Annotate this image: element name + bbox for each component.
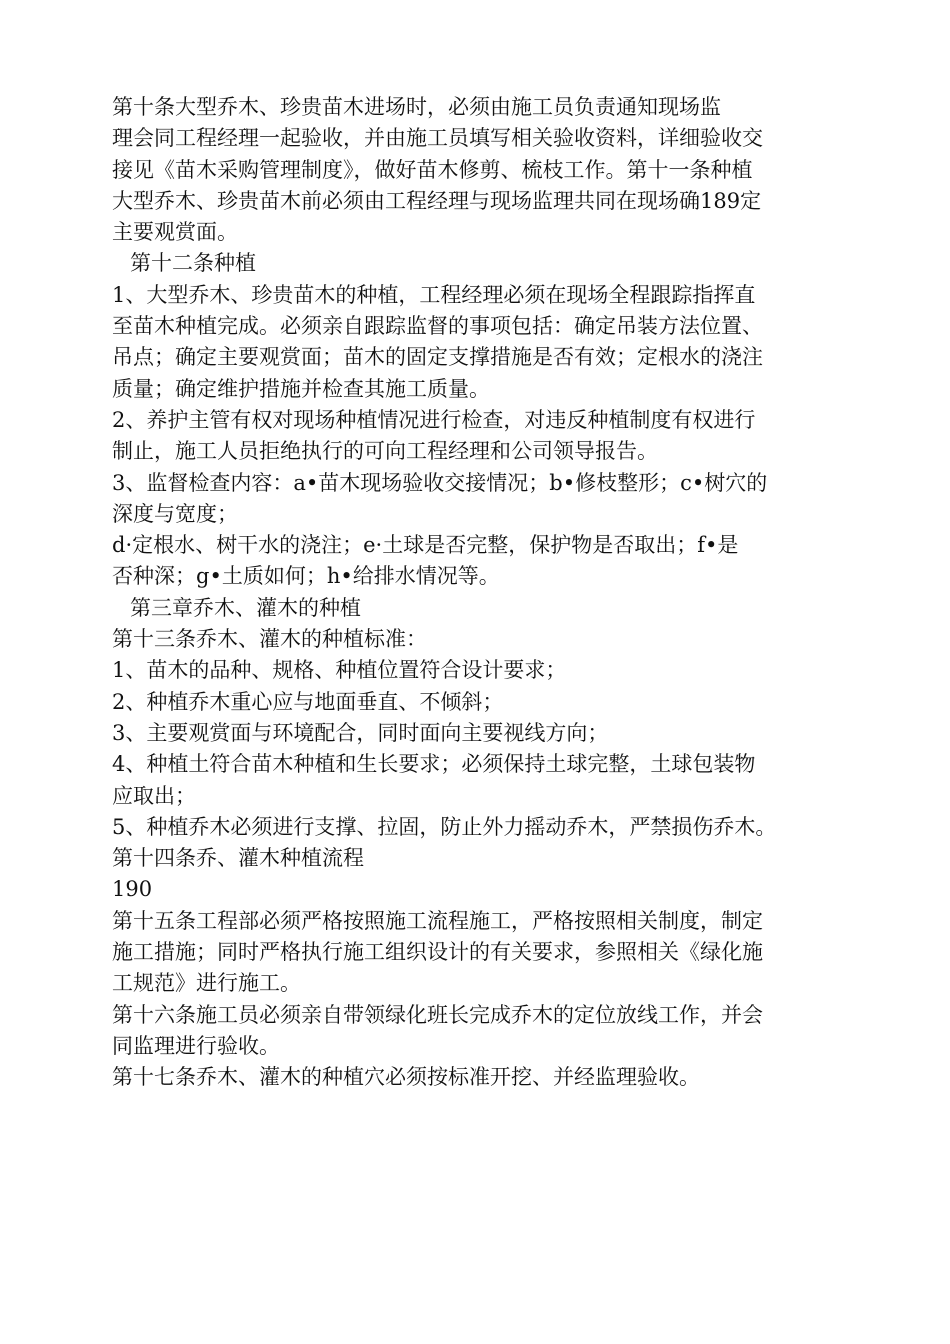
text-line: 3、监督检查内容：a•苗木现场验收交接情况；b•修枝整形；c•树穴的 xyxy=(112,470,768,495)
text-line: 4、种植土符合苗木种植和生长要求；必须保持土球完整，土球包装物 xyxy=(112,752,756,777)
text-line: 施工措施；同时严格执行施工组织设计的有关要求，参照相关《绿化施 xyxy=(112,940,763,965)
text-line: 质量；确定维护措施并检查其施工质量。 xyxy=(112,376,490,401)
text-line: 第十五条工程部必须严格按照施工流程施工，严格按照相关制度，制定 xyxy=(112,908,763,933)
text-line: d·定根水、树干水的浇注；e·土球是否完整，保护物是否取出；f•是 xyxy=(112,533,739,558)
text-line: 应取出； xyxy=(112,783,196,808)
text-line: 同监理进行验收。 xyxy=(112,1033,280,1058)
text-line: 第十六条施工员必须亲自带领绿化班长完成乔木的定位放线工作，并会 xyxy=(112,1002,763,1027)
text-line: 第十条大型乔木、珍贵苗木进场时，必须由施工员负责通知现场监 xyxy=(112,95,721,119)
text-line: 深度与宽度； xyxy=(112,501,238,526)
text-line: 接见《苗木采购管理制度》，做好苗木修剪、梳枝工作。第十一条种植 xyxy=(112,157,753,182)
section-heading: 第十二条种植 xyxy=(130,251,256,276)
text-line: 至苗木种植完成。必须亲自跟踪监督的事项包括：确定吊装方法位置、 xyxy=(112,314,763,339)
text-line: 第十四条乔、灌木种植流程 xyxy=(112,846,364,871)
text-line: 1、大型乔木、珍贵苗木的种植，工程经理必须在现场全程跟踪指挥直 xyxy=(112,282,756,307)
text-line: 吊点；确定主要观赏面；苗木的固定支撑措施是否有效；定根水的浇注 xyxy=(112,345,763,370)
text-line: 工规范》进行施工。 xyxy=(112,971,301,996)
text-line: 2、种植乔木重心应与地面垂直、不倾斜； xyxy=(112,689,504,714)
text-line: 5、种植乔木必须进行支撑、拉固，防止外力摇动乔木，严禁损伤乔木。 xyxy=(112,814,777,839)
text-line: 第十七条乔木、灌木的种植穴必须按标准开挖、并经监理验收。 xyxy=(112,1065,700,1090)
chapter-heading: 第三章乔木、灌木的种植 xyxy=(130,595,361,620)
text-line: 2、养护主管有权对现场种植情况进行检查，对违反种植制度有权进行 xyxy=(112,407,756,432)
text-line: 否种深；g•土质如何；h•给排水情况等。 xyxy=(112,564,500,589)
text-line: 1、苗木的品种、规格、种植位置符合设计要求； xyxy=(112,658,567,683)
text-line: 制止，施工人员拒绝执行的可向工程经理和公司领导报告。 xyxy=(112,439,658,464)
text-line: 第十三条乔木、灌木的种植标准： xyxy=(112,627,427,652)
text-line: 理会同工程经理一起验收，并由施工员填写相关验收资料，详细验收交 xyxy=(112,126,763,151)
text-line: 3、主要观赏面与环境配合，同时面向主要视线方向； xyxy=(112,720,609,745)
page-number: 190 xyxy=(112,877,153,902)
document-page xyxy=(112,92,844,1094)
text-line: 大型乔木、珍贵苗木前必须由工程经理与现场监理共同在现场确189定 xyxy=(112,188,762,213)
text-line: 主要观赏面。 xyxy=(112,220,238,245)
